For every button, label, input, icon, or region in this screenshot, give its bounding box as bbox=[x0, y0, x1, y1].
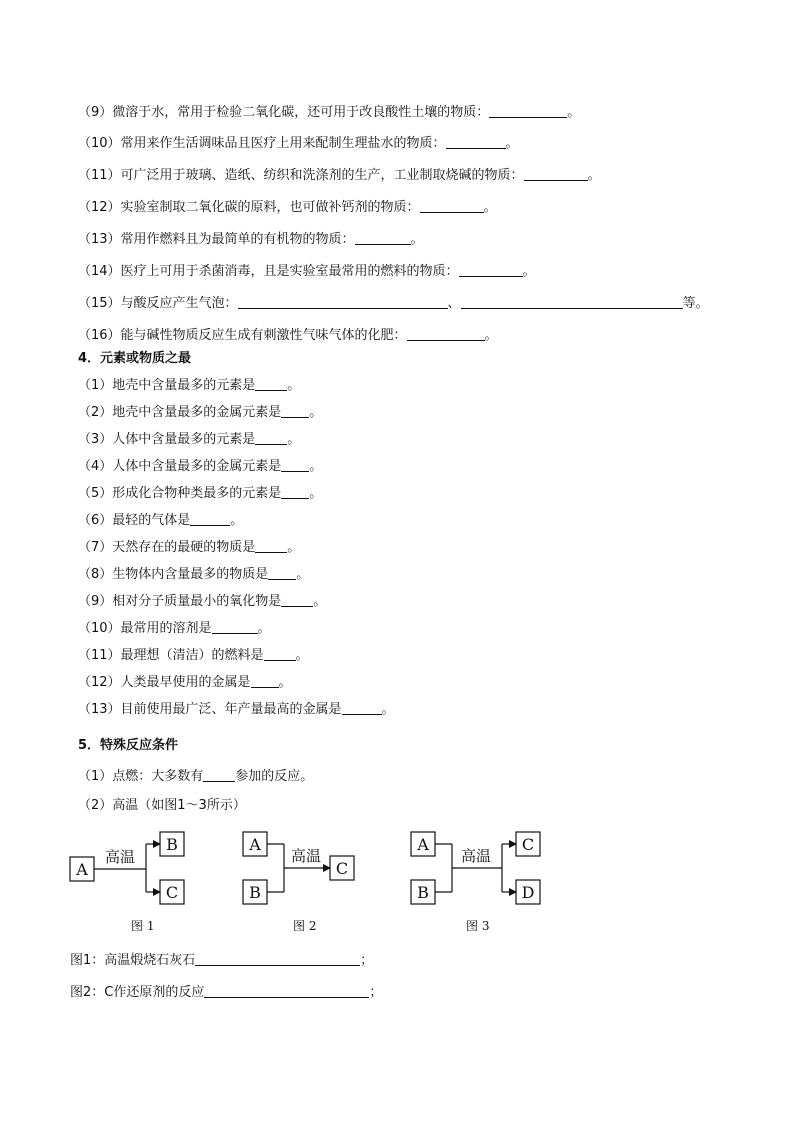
question-10: （10）常用来作生活调味品且医疗上用来配制生理盐水的物质： 。 bbox=[78, 136, 519, 151]
fig3-label-a: A bbox=[417, 835, 429, 854]
fig1-label-b: B bbox=[166, 835, 178, 854]
fig3-caption: 图 3 bbox=[466, 919, 490, 933]
s4-item-12: （12）人类最早使用的金属是 。 bbox=[78, 675, 292, 690]
question-14: （14）医疗上可用于杀菌消毒，且是实验室最常用的燃料的物质： 。 bbox=[78, 264, 536, 279]
s4-item-5: （5）形成化合物种类最多的元素是 。 bbox=[78, 486, 323, 501]
fig3-condition: 高温 bbox=[460, 847, 492, 865]
answer-blank[interactable] bbox=[195, 951, 360, 966]
question-9: （9）微溶于水，常用于检验二氧化碳，还可用于改良酸性土壤的物质： 。 bbox=[78, 105, 581, 120]
fig2-answer: 图2：C作还原剂的反应 ； bbox=[70, 985, 383, 1000]
question-16: （16）能与碱性物质反应生成有刺激性气味气体的化肥： 。 bbox=[78, 328, 498, 343]
s4-item-8: （8）生物体内含量最多的物质是 。 bbox=[78, 567, 310, 582]
s4-item-9: （9）相对分子质量最小的氧化物是 。 bbox=[78, 594, 327, 609]
question-12: （12）实验室制取二氧化碳的原料，也可做补钙剂的物质： 。 bbox=[78, 200, 497, 215]
section-5-title: 5．特殊反应条件 bbox=[78, 738, 179, 753]
fig2-label-c: C bbox=[335, 859, 349, 878]
s4-item-6: （6）最轻的气体是 。 bbox=[78, 513, 244, 528]
fig1-label-c: C bbox=[165, 883, 179, 902]
s5-item-1: （1）点燃：大多数有 参加的反应。 bbox=[78, 769, 314, 784]
s4-item-13: （13）目前使用最广泛、年产量最高的金属是 。 bbox=[78, 702, 395, 717]
fig3-label-b: B bbox=[417, 883, 429, 902]
answer-blank[interactable] bbox=[204, 983, 369, 998]
fig1-condition: 高温 bbox=[104, 848, 136, 866]
fig1-label-a: A bbox=[76, 860, 88, 879]
fig3-label-c: C bbox=[521, 835, 535, 854]
question-11: （11）可广泛用于玻璃、造纸、纺织和洗涤剂的生产，工业制取烧碱的物质： 。 bbox=[78, 168, 601, 183]
s4-item-3: （3）人体中含量最多的元素是 。 bbox=[78, 432, 301, 447]
s4-item-11: （11）最理想（清洁）的燃料是 。 bbox=[78, 648, 309, 663]
fig2-label-a: A bbox=[249, 835, 261, 854]
fig2-label-b: B bbox=[249, 883, 261, 902]
fig2-caption: 图 2 bbox=[293, 919, 317, 933]
s5-item-2: （2）高温（如图1～3所示） bbox=[78, 798, 246, 813]
s4-item-7: （7）天然存在的最硬的物质是 。 bbox=[78, 540, 301, 555]
question-15: （15）与酸反应产生气泡： 、 等。 bbox=[78, 296, 709, 311]
s4-item-2: （2）地壳中含量最多的金属元素是 。 bbox=[78, 405, 323, 420]
s4-item-4: （4）人体中含量最多的金属元素是 。 bbox=[78, 459, 323, 474]
fig1-caption: 图 1 bbox=[131, 919, 155, 933]
s4-item-10: （10）最常用的溶剂是 。 bbox=[78, 621, 271, 636]
s4-item-1: （1）地壳中含量最多的元素是 。 bbox=[78, 378, 301, 393]
section-4-title: 4．元素或物质之最 bbox=[78, 351, 192, 366]
question-13: （13）常用作燃料且为最简单的有机物的物质： 。 bbox=[78, 232, 424, 247]
fig2-condition: 高温 bbox=[290, 847, 322, 865]
fig3-label-d: D bbox=[521, 883, 535, 902]
fig1-answer: 图1：高温煅烧石灰石 ； bbox=[70, 953, 374, 968]
